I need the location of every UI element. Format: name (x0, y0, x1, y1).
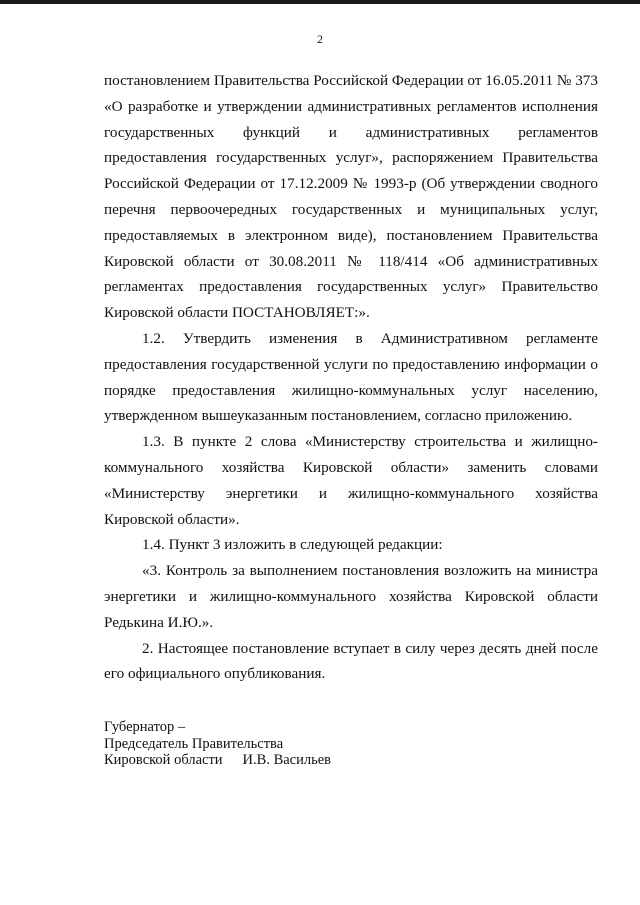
paragraph-1-4: 1.4. Пункт 3 изложить в следующей редакции: (142, 536, 443, 554)
paragraph-1-2: 1.2. Утвердить изменения в Административном регламенте предоставления государственной услуги по предоставлению информации о порядке предоставления жилищно-коммунальных услуг населению, утвержденном вышеуказанным постановлением, согласно приложению. (104, 329, 598, 425)
paragraph-1-3: 1.3. В пункте 2 слова «Министерству строительства и жилищно-коммунального хозяйства Кировской области» заменить словами «Министерству энергетики и жилищно-коммунального хозяйства Кировской области». (104, 433, 598, 528)
signature-region-line (104, 752, 404, 769)
page-number: 2 (317, 32, 323, 46)
top-border-line (0, 0, 640, 4)
signature-region: Кировской области (104, 752, 223, 768)
paragraph-point-3: «3. Контроль за выполнением постановления возложить на министра энергетики и жилищно-коммунального хозяйства Кировской области Редькина И.Ю.». (104, 562, 598, 631)
paragraph-2: 2. Настоящее постановление вступает в силу через десять дней после его официального опубликования. (104, 639, 598, 683)
signature-name: И.В. Васильев (242, 752, 331, 768)
signature-block (104, 719, 404, 769)
signature-title-governor: Губернатор – (104, 719, 186, 735)
signature-title-chairman: Председатель Правительства (104, 735, 284, 752)
document-body (104, 68, 598, 687)
paragraph-legal-basis: постановлением Правительства Российской Федерации от 16.05.2011 № 373 «О разработке и утверждении административных регламентов исполнения государственных функций и административных регламентов предоставления государственных услуг», распоряжением Правительства Российской Федерации от 17.12.2009 № 1993-р (Об утверждении сводного перечня первоочередных государственных и муниципальных услуг, предоставляемых в электронном виде), постановлением Правительства Кировской области от 30.08.2011 № 118/414 «Об административных регламентах предоставления государственных услуг» Правительство Кировской области ПОСТАНОВЛЯЕТ:». (104, 72, 598, 322)
